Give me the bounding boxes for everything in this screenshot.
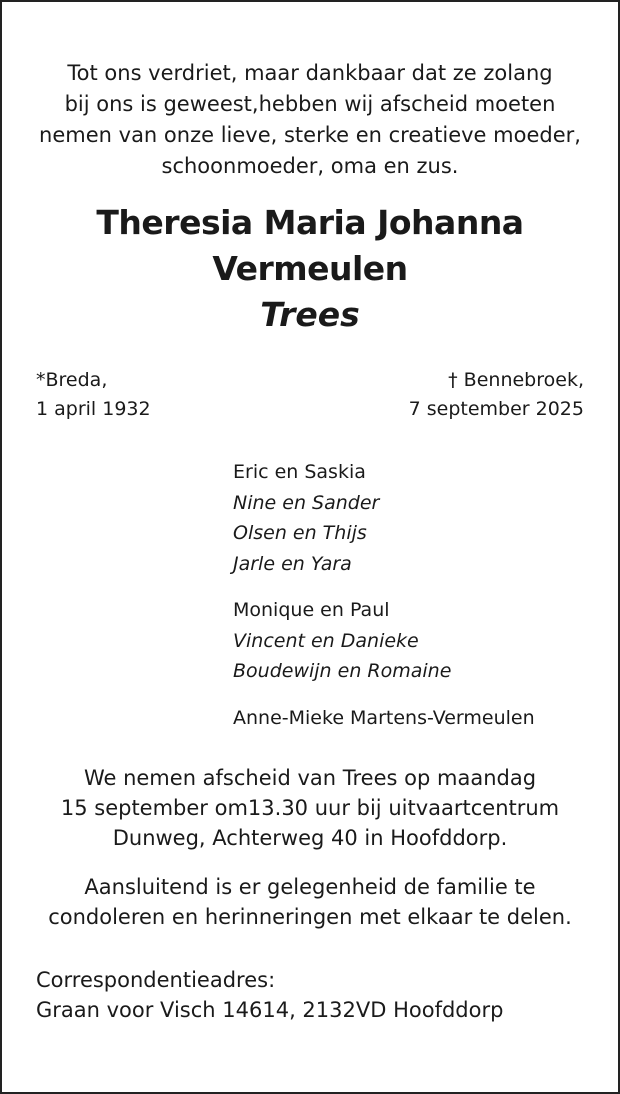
death-place: † Bennebroek, [448,369,584,391]
intro-line: Tot ons verdriet, maar dankbaar dat ze zolang [67,61,553,85]
deceased-name-line2: Vermeulen [212,249,408,288]
family-group [233,457,535,579]
ceremony-line: 15 september om13.30 uur bij uitvaartcentrum [60,796,560,820]
correspondence-address [36,965,503,1025]
family-child: Nine en Sander [233,491,380,514]
family-child: Jarle en Yara [233,552,352,575]
family-list [233,457,535,749]
birth-date: 1 april 1932 [36,398,151,420]
intro-text [20,58,600,182]
ceremony-line: We nemen afscheid van Trees op maandag [83,766,537,790]
family-child: Olsen en Thijs [233,522,367,544]
family-child: Boudewijn en Romaine [233,660,452,682]
condolence-line: Aansluitend is er gelegenheid de familie te [84,875,536,899]
deceased-name-line1: Theresia Maria Johanna [96,203,524,242]
condolence-line: condoleren en herinneringen met elkaar te delen. [48,905,572,929]
intro-line: schoonmoeder, oma en zus. [161,154,459,178]
death-date: 7 september 2025 [408,398,584,420]
ceremony-line: Dunweg, Achterweg 40 in Hoofddorp. [112,826,508,850]
intro-line: bij ons is geweest,hebben wij afscheid moeten [64,92,556,116]
intro-line: nemen van onze lieve, sterke en creatieve moeder, [39,123,581,147]
birth-info [36,366,151,424]
family-child: Vincent en Danieke [233,629,419,652]
family-group [233,595,535,687]
address-value: Graan voor Visch 14614, 2132VD Hoofddorp [36,998,504,1022]
family-parents: Anne-Mieke Martens-Vermeulen [233,706,535,729]
deceased-name [10,200,610,292]
death-info [409,366,584,424]
condolence-text [20,872,600,932]
deceased-nickname: Trees [260,295,360,334]
birth-place: *Breda, [36,369,108,391]
family-group [233,703,535,734]
family-parents: Monique en Paul [233,599,390,621]
ceremony-text [20,763,600,853]
address-label: Correspondentieadres: [36,968,276,992]
family-parents: Eric en Saskia [233,461,366,483]
